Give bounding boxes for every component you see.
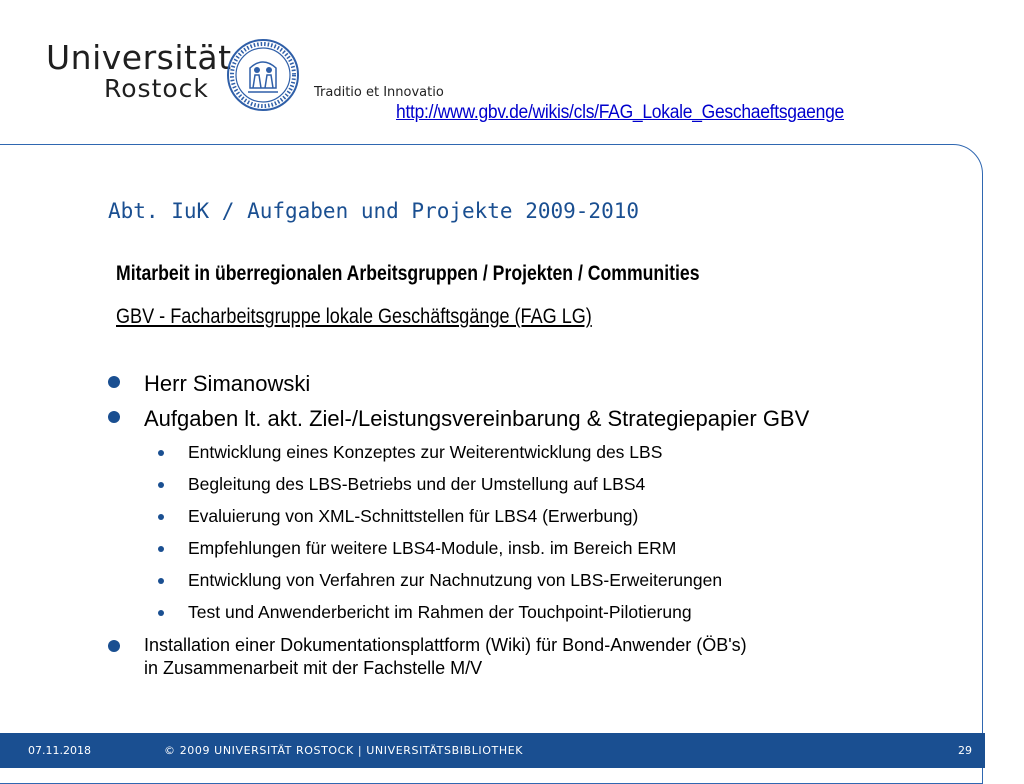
sub-list-item — [108, 564, 988, 596]
sub-list-item — [108, 468, 988, 500]
sub-bullet-dot-icon — [158, 450, 164, 456]
sub-bullet-dot-icon — [158, 578, 164, 584]
bullet-dot-icon — [108, 411, 120, 423]
footer-date: 07.11.2018 — [28, 744, 91, 757]
sub-bullet-dot-icon — [158, 546, 164, 552]
sub-list-item-text: Begleitung des LBS-Betriebs und der Umstellung auf LBS4 — [188, 474, 646, 494]
sub-bullet-dot-icon — [158, 610, 164, 616]
university-logo — [46, 38, 446, 108]
sub-list-item — [108, 436, 988, 468]
list-item — [108, 628, 988, 680]
slide-title: Abt. IuK / Aufgaben und Projekte 2009-2010 — [108, 199, 640, 223]
sub-bullet-list — [144, 436, 988, 628]
logo-word-rostock: Rostock — [104, 74, 209, 103]
slide-subtitle-main: Mitarbeit in überregionalen Arbeitsgruppen / Projekten / Communities — [116, 262, 700, 285]
list-item-text-line1: Installation einer Dokumentationsplattform (Wiki) für Bond-Anwender (ÖB's) — [144, 635, 747, 655]
slide-subtitle-group: GBV - Facharbeitsgruppe lokale Geschäftsgänge (FAG LG) — [116, 305, 592, 328]
bullet-dot-icon — [108, 376, 120, 388]
sub-list-item-text: Entwicklung von Verfahren zur Nachnutzung von LBS-Erweiterungen — [188, 570, 723, 590]
sub-list-item — [108, 532, 988, 564]
list-item — [108, 366, 988, 401]
sub-list-item-text: Evaluierung von XML-Schnittstellen für LBS4 (Erwerbung) — [188, 506, 639, 526]
sub-bullet-dot-icon — [158, 482, 164, 488]
bullet-list — [108, 366, 988, 680]
list-item-text: Herr Simanowski — [144, 371, 311, 396]
sub-list-item — [108, 500, 988, 532]
sub-list-item-text: Empfehlungen für weitere LBS4-Module, insb. im Bereich ERM — [188, 538, 677, 558]
sub-list-item — [108, 596, 988, 628]
sub-list-item-text: Entwicklung eines Konzeptes zur Weiterentwicklung des LBS — [188, 442, 663, 462]
bullet-dot-icon — [108, 640, 120, 652]
motto-text: Traditio et Innovatio — [314, 85, 444, 100]
list-item — [108, 401, 988, 628]
sub-list-item-text: Test und Anwenderbericht im Rahmen der Touchpoint-Pilotierung — [188, 602, 692, 622]
list-item-text: Aufgaben lt. akt. Ziel-/Leistungsvereinbarung & Strategiepapier GBV — [144, 406, 810, 431]
university-seal-icon — [226, 38, 300, 112]
logo-word-universitaet: Universität — [46, 38, 232, 77]
page-number: 29 — [958, 744, 972, 757]
sub-bullet-dot-icon — [158, 514, 164, 520]
footer-copyright: © 2009 UNIVERSITÄT ROSTOCK | UNIVERSITÄTSBIBLIOTHEK — [164, 744, 524, 757]
gbv-wiki-link[interactable]: http://www.gbv.de/wikis/cls/FAG_Lokale_Geschaeftsgaenge — [396, 102, 844, 123]
list-item-text-line2: in Zusammenarbeit mit der Fachstelle M/V — [144, 658, 483, 678]
footer-bar — [0, 733, 985, 768]
